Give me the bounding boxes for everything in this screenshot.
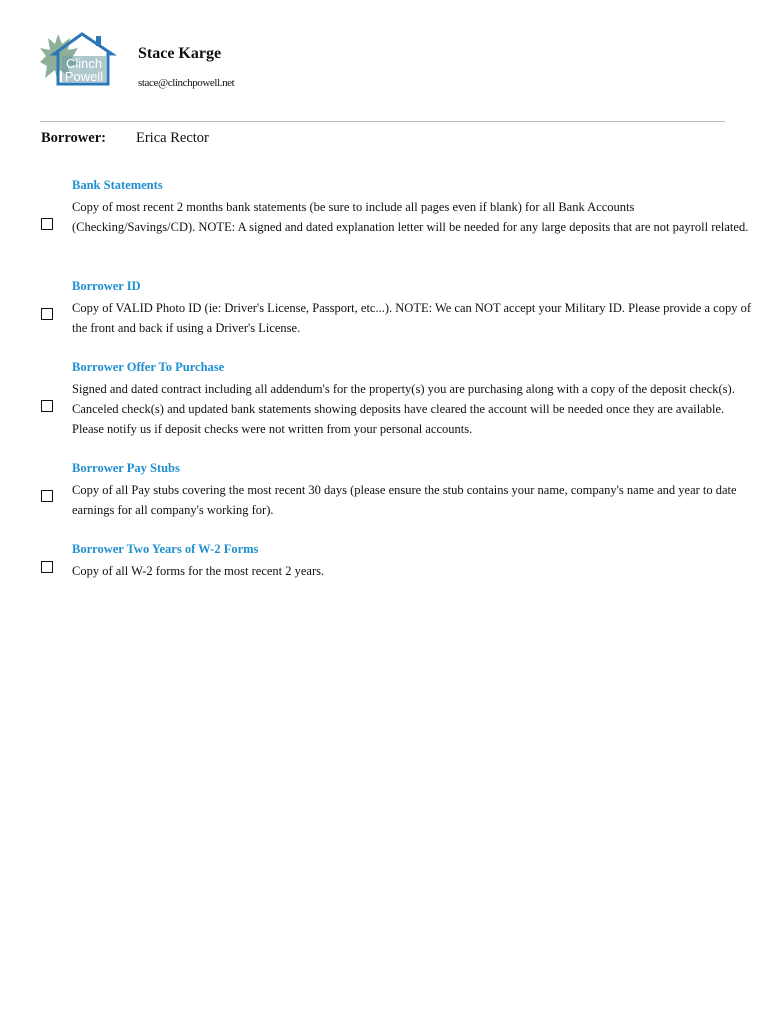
checkbox[interactable] [41,400,53,412]
item-title: Borrower Pay Stubs [72,461,180,475]
svg-text:Powell: Powell [64,69,104,84]
item-title: Borrower ID [72,279,141,293]
item-description: Copy of all W-2 forms for the most recent 2 years. [72,564,325,578]
item-title: Borrower Two Years of W-2 Forms [72,542,259,556]
svg-text:Clinch: Clinch [65,56,103,71]
loan-officer-name: Stace Karge [138,45,222,62]
borrower-name: Erica Rector [136,130,209,146]
checkbox[interactable] [41,308,53,320]
item-description: Copy of VALID Photo ID (ie: Driver's License, Passport, etc...). NOTE: We can NOT accept your Military ID. Please provide a copy of the front and back if using a Driver's License. [72,301,751,335]
checkbox[interactable] [41,218,53,230]
checkbox[interactable] [41,561,53,573]
header-divider [40,121,725,122]
item-title: Borrower Offer To Purchase [72,360,225,374]
item-description: Copy of all Pay stubs covering the most recent 30 days (please ensure the stub contains your name, company's name and year to date earnings for all company's working for). [72,483,737,517]
item-description: Signed and dated contract including all addendum's for the property(s) you are purchasing along with a copy of the deposit check(s). Canceled check(s) and updated bank statements showing deposits have cleared the account will be needed once they are available. Please notify us if deposit checks were not written from your personal accounts. [72,382,735,436]
checkbox[interactable] [41,490,53,502]
loan-officer-email[interactable]: stace@clinchpowell.net [138,77,235,89]
item-title: Bank Statements [72,178,163,192]
borrower-label: Borrower: [41,130,106,146]
clinch-powell-logo [40,30,118,86]
item-description: Copy of most recent 2 months bank statements (be sure to include all pages even if blank) for all Bank Accounts (Checking/Savings/CD). NOTE: A signed and dated explanation letter will be needed for any large deposits that are not payroll related. [72,200,749,234]
